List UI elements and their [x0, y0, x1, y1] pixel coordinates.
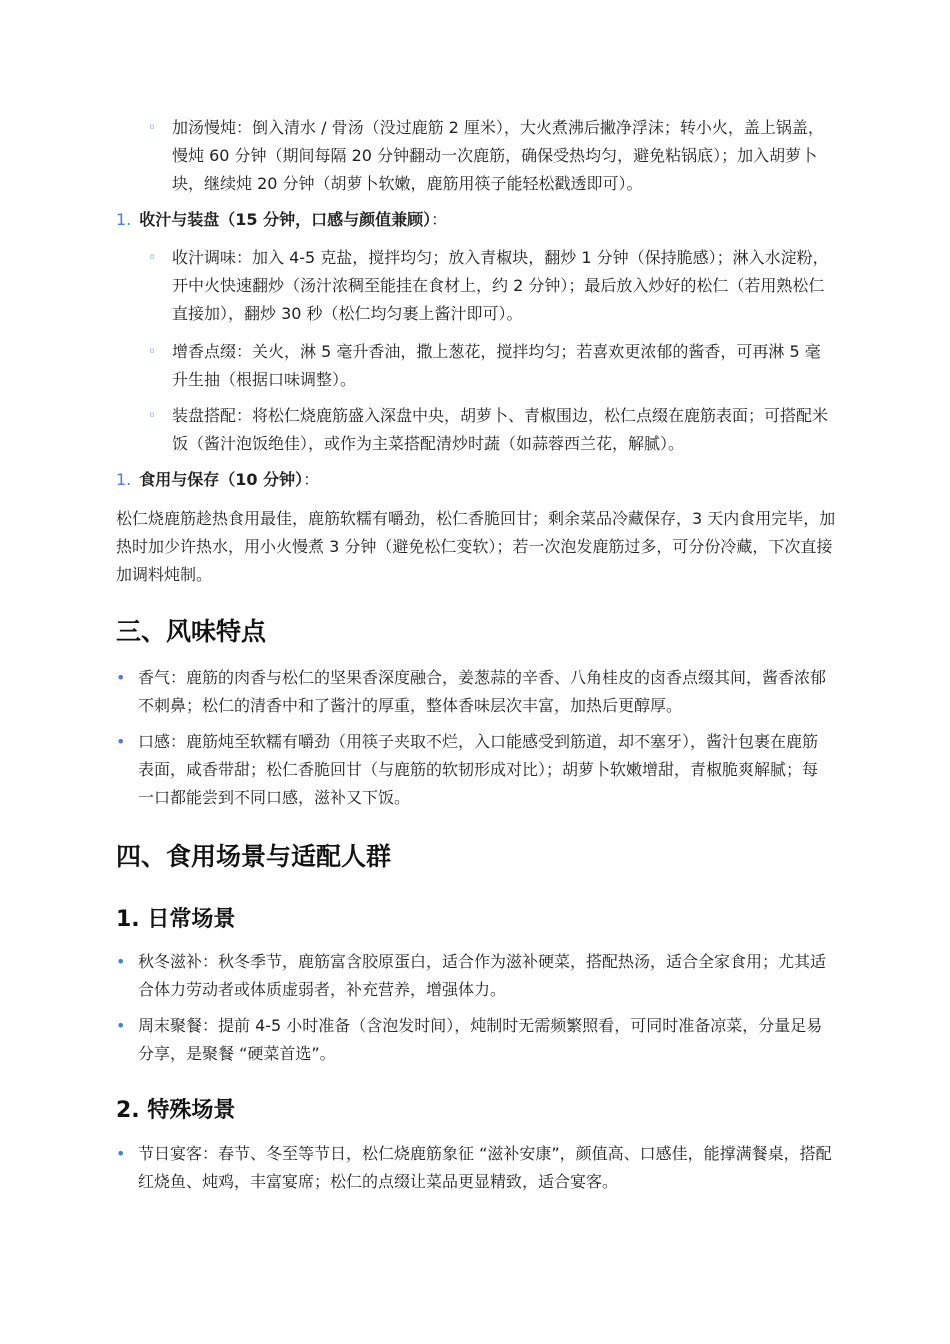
bullet-icon: •	[116, 668, 126, 687]
list-item: 周末聚餐：提前 4-5 小时准备（含泡发时间），炖制时无需频繁照看，可同时准备凉菜，分量足易分享，是聚餐 “硬菜首选”。	[138, 1016, 823, 1063]
sub-bullet-icon: ◦	[148, 120, 157, 136]
section-heading: 三、风味特点	[116, 617, 267, 646]
subsection-heading: 2. 特殊场景	[116, 1098, 236, 1123]
bullet-icon: •	[116, 1016, 126, 1035]
bullet-icon: •	[116, 732, 126, 751]
list-item: 增香点缀：关火，淋 5 毫升香油，撒上葱花，搅拌均匀；若喜欢更浓郁的酱香，可再淋 5 毫升生抽（根据口味调整）。	[172, 342, 821, 389]
step-number: 1.	[116, 470, 132, 489]
list-item: 秋冬滋补：秋冬季节，鹿筋富含胶原蛋白，适合作为滋补硬菜，搭配热汤，适合全家食用；尤其适合体力劳动者或体质虚弱者，补充营养，增强体力。	[138, 952, 827, 999]
sub-bullet-icon: ◦	[148, 408, 157, 424]
sub-bullet-icon: ◦	[148, 344, 157, 360]
list-item: 装盘搭配：将松仁烧鹿筋盛入深盘中央，胡萝卜、青椒围边，松仁点缀在鹿筋表面；可搭配米饭（酱汁泡饭绝佳），或作为主菜搭配清炒时蔬（如蒜蓉西兰花，解腻）。	[172, 406, 829, 453]
list-item: 香气：鹿筋的肉香与松仁的坚果香深度融合，姜葱蒜的辛香、八角桂皮的卤香点缀其间，酱香浓郁不刺鼻；松仁的清香中和了酱汁的厚重，整体香味层次丰富，加热后更醇厚。	[138, 668, 827, 715]
section-heading: 四、食用场景与适配人群	[116, 842, 392, 871]
list-item: 口感：鹿筋炖至软糯有嚼劲（用筷子夹取不烂，入口能感受到筋道，却不塞牙），酱汁包裹在鹿筋表面，咸香带甜；松仁香脆回甘（与鹿筋的软韧形成对比）；胡萝卜软嫩增甜，青椒脆爽解腻；每一口都能尝到不同口感，滋补又下饭。	[138, 732, 819, 807]
bullet-icon: •	[116, 952, 126, 971]
step-title-suffix: ：	[303, 470, 320, 489]
subsection-heading: 1. 日常场景	[116, 907, 236, 932]
bullet-icon: •	[116, 1144, 126, 1163]
numbered-step-heading	[116, 206, 836, 234]
step-number: 1.	[116, 210, 132, 229]
step-title: 收汁与装盘（15 分钟，口感与颜值兼顾）	[139, 210, 432, 229]
list-item: 收汁调味：加入 4-5 克盐，搅拌均匀；放入青椒块，翻炒 1 分钟（保持脆感）；淋入水淀粉，开中火快速翻炒（汤汁浓稠至能挂在食材上，约 2 分钟）；最后放入炒好的松仁（若用熟松仁直接加），翻炒 30 秒（松仁均匀裹上酱汁即可）。	[172, 248, 829, 323]
step-title-suffix: ：	[431, 210, 448, 229]
sub-bullet-icon: ◦	[148, 250, 157, 266]
paragraph: 松仁烧鹿筋趁热食用最佳，鹿筋软糯有嚼劲，松仁香脆回甘；剩余菜品冷藏保存，3 天内食用完毕，加热时加少许热水，用小火慢煮 3 分钟（避免松仁变软）；若一次泡发鹿筋过多，可分份冷藏，下次直接加调料炖制。	[116, 509, 836, 584]
list-item: 加汤慢炖：倒入清水 / 骨汤（没过鹿筋 2 厘米），大火煮沸后撇净浮沫；转小火，盖上锅盖，慢炖 60 分钟（期间每隔 20 分钟翻动一次鹿筋，确保受热均匀，避免粘锅底）；加入胡萝卜块，继续炖 20 分钟（胡萝卜软嫩，鹿筋用筷子能轻松戳透即可）。	[172, 118, 824, 193]
numbered-step-heading	[116, 466, 836, 494]
list-item: 节日宴客：春节、冬至等节日，松仁烧鹿筋象征 “滋补安康”，颜值高、口感佳，能撑满餐桌，搭配红烧鱼、炖鸡，丰富宴席；松仁的点缀让菜品更显精致，适合宴客。	[138, 1144, 832, 1191]
step-title: 食用与保存（10 分钟）	[139, 470, 304, 489]
